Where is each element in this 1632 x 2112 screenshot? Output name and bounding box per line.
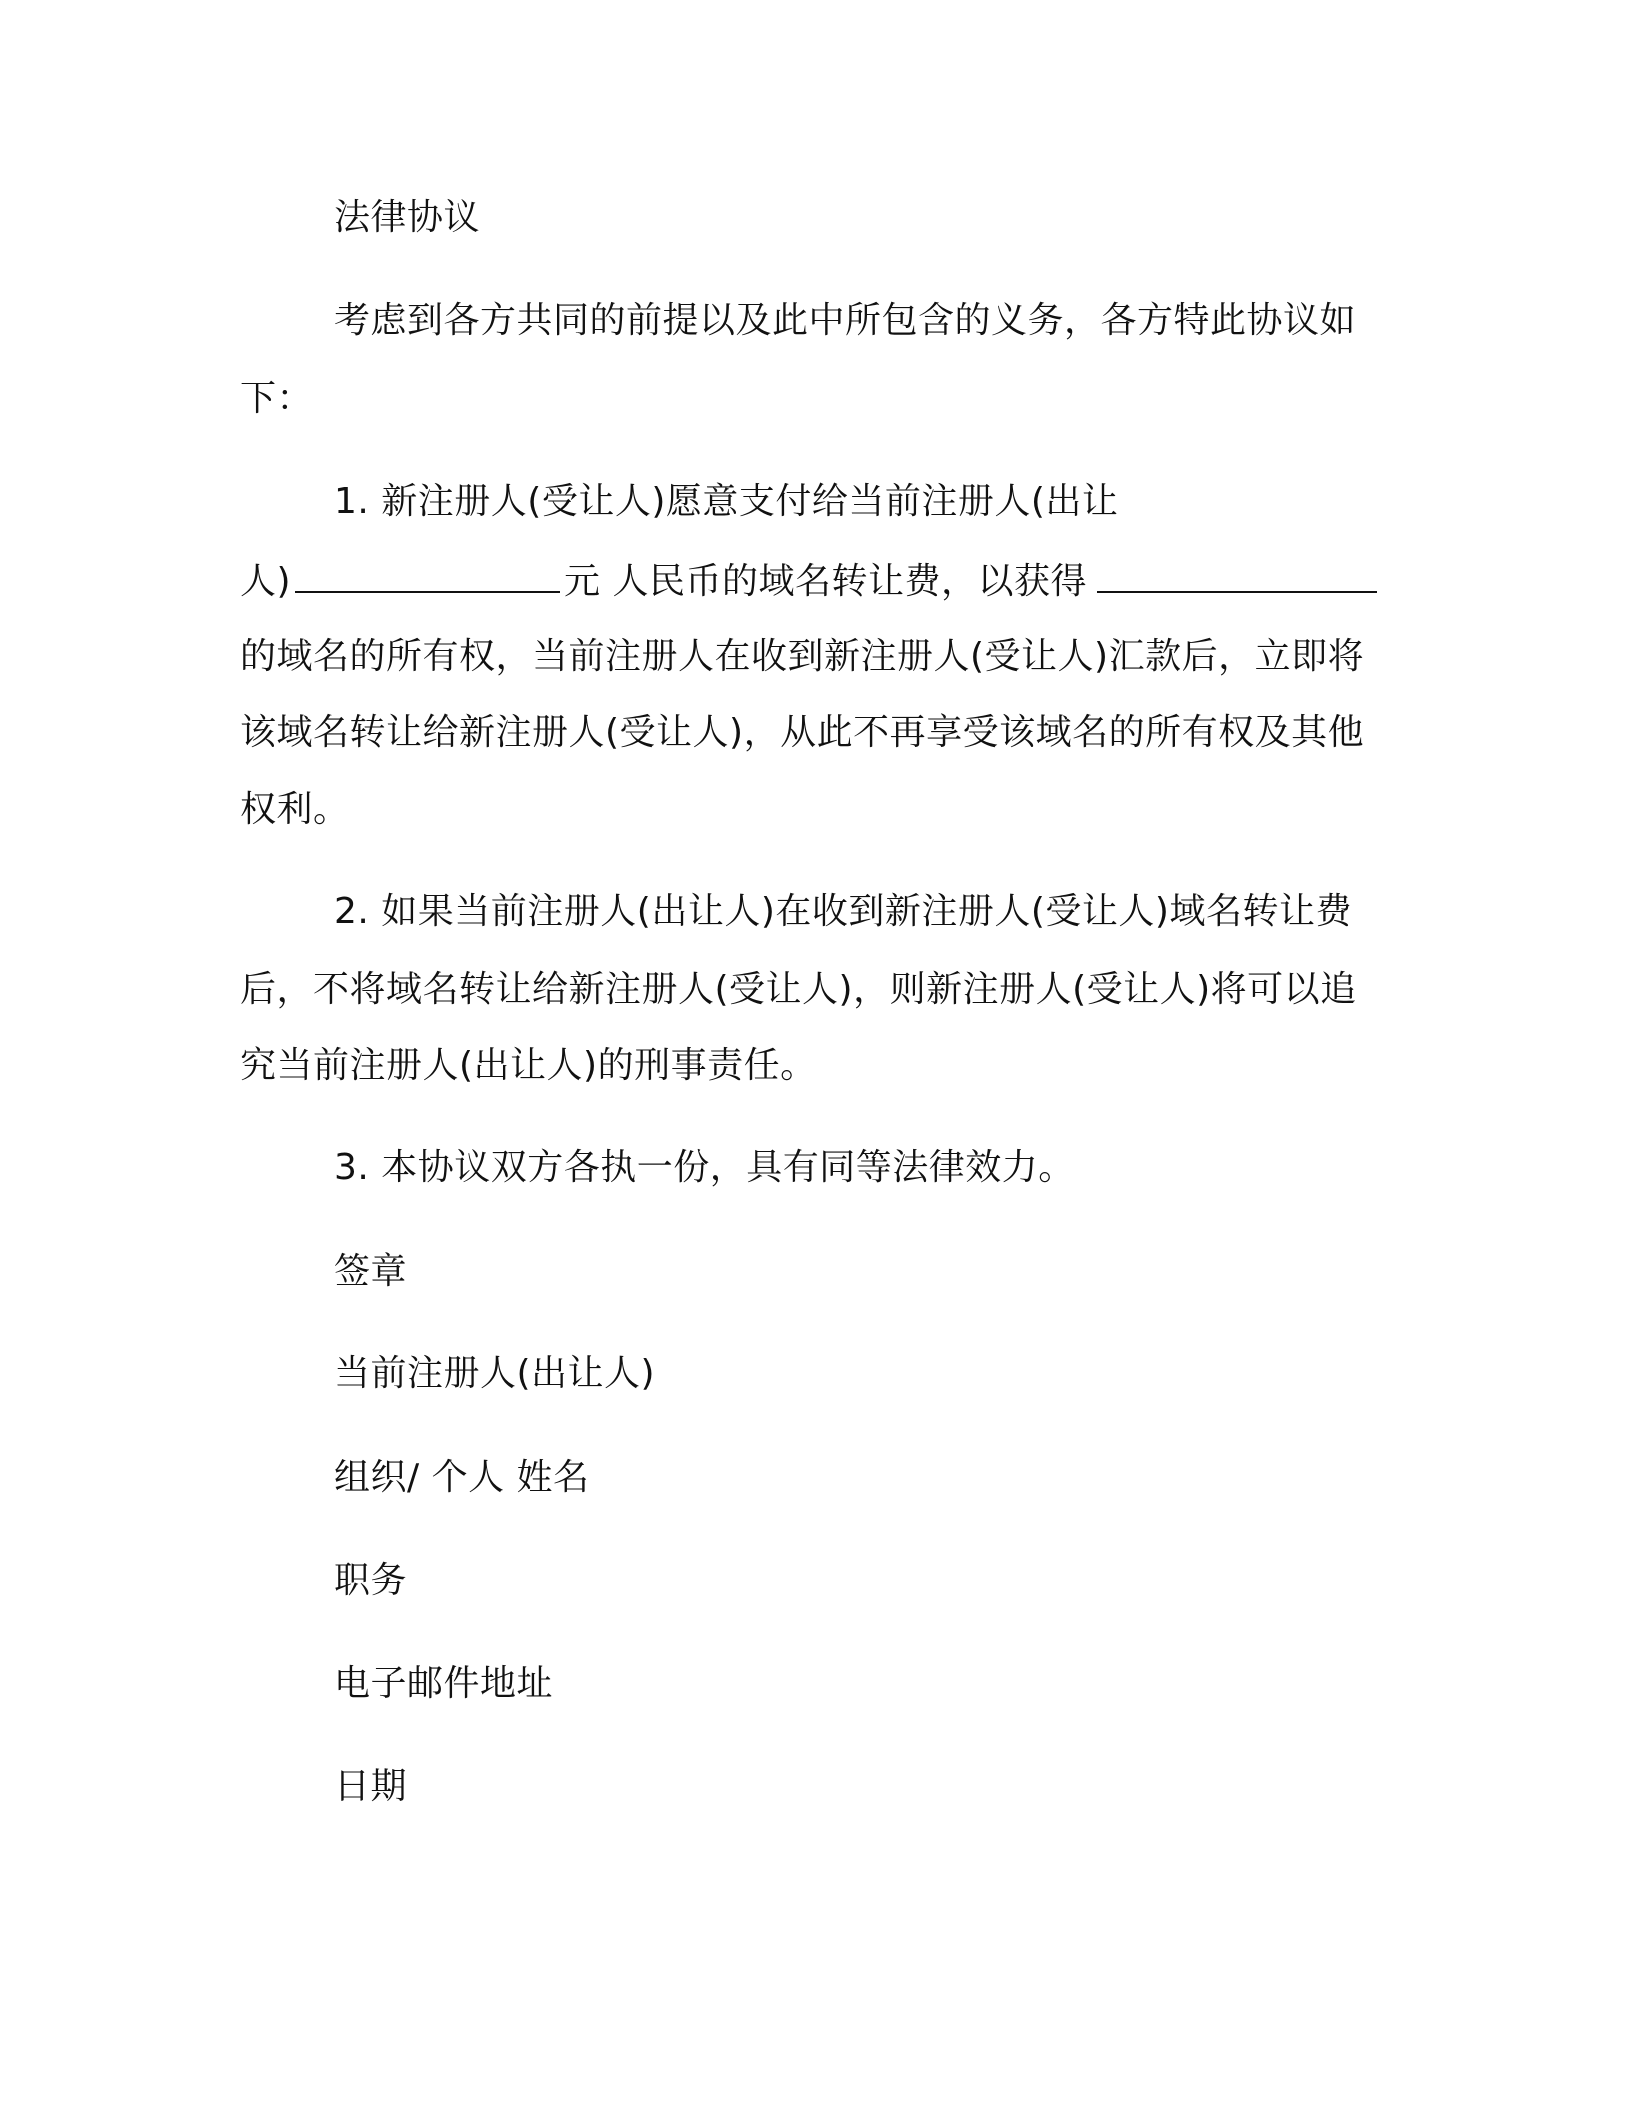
signature-position-label: 职务 bbox=[334, 1560, 408, 1601]
domain-blank bbox=[1097, 563, 1377, 593]
signature-email-label: 电子邮件地址 bbox=[334, 1663, 554, 1704]
document-title: 法律协议 bbox=[334, 197, 481, 238]
clause-2-line-1: 2. 如果当前注册人(出让人)在收到新注册人(受让人)域名转让费 bbox=[334, 891, 1352, 932]
intro-line-2: 下： bbox=[240, 378, 314, 419]
intro-line-1: 考虑到各方共同的前提以及此中所包含的义务，各方特此协议如 bbox=[334, 300, 1357, 341]
amount-blank bbox=[295, 563, 560, 593]
clause-1-line-2-middle: 元 人民币的域名转让费，以获得 bbox=[564, 561, 1087, 602]
clause-1-line-5: 权利。 bbox=[240, 789, 350, 830]
signature-party: 当前注册人(出让人) bbox=[334, 1353, 656, 1394]
signature-heading: 签章 bbox=[334, 1251, 408, 1292]
signature-date-label: 日期 bbox=[334, 1766, 408, 1807]
clause-1-line-2-prefix: 人) bbox=[240, 561, 292, 602]
clause-1-line-3: 的域名的所有权，当前注册人在收到新注册人(受让人)汇款后，立即将 bbox=[240, 636, 1365, 677]
clause-3-line-1: 3. 本协议双方各执一份，具有同等法律效力。 bbox=[334, 1147, 1075, 1188]
clause-1-line-2 bbox=[240, 563, 1377, 600]
clause-2-line-3: 究当前注册人(出让人)的刑事责任。 bbox=[240, 1045, 817, 1086]
clause-1-line-1: 1. 新注册人(受让人)愿意支付给当前注册人(出让 bbox=[334, 481, 1119, 522]
signature-name-label: 组织/ 个人 姓名 bbox=[334, 1457, 590, 1498]
clause-1-line-4: 该域名转让给新注册人(受让人)，从此不再享受该域名的所有权及其他 bbox=[240, 712, 1365, 753]
clause-2-line-2: 后，不将域名转让给新注册人(受让人)，则新注册人(受让人)将可以追 bbox=[240, 969, 1357, 1010]
